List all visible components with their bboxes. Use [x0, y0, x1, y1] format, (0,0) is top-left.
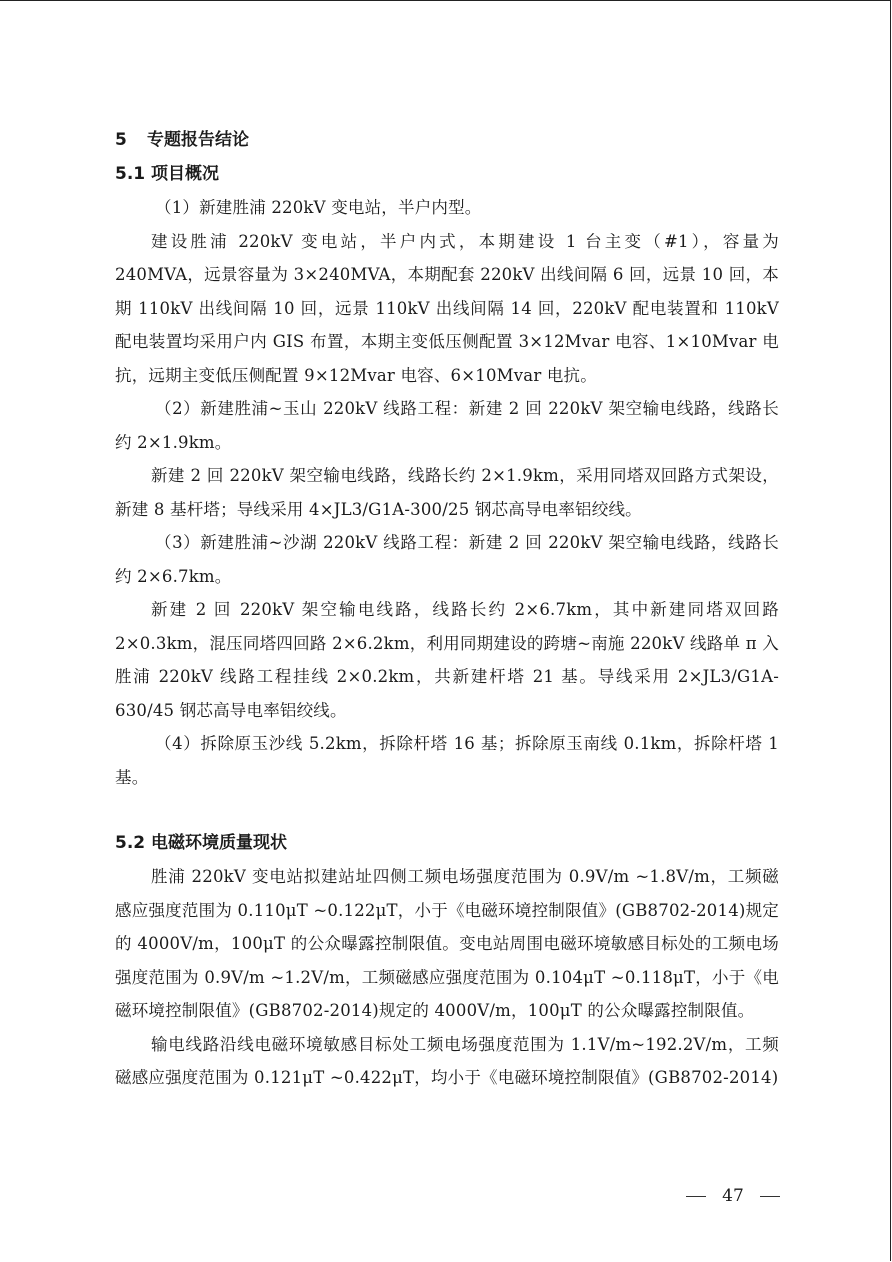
paragraph: 输电线路沿线电磁环境敏感目标处工频电场强度范围为 1.1V/m~192.2V/m，工频磁感应强度范围为 0.121μT ~0.422μT，均小于《电磁环境控制限值》(GB8702-2014) [115, 1034, 779, 1087]
paragraph-item-1: （1）新建胜浦 220kV 变电站，半户内型。 [155, 198, 482, 217]
footer-dash-right [760, 1196, 780, 1197]
paragraph: 胜浦 220kV 变电站拟建站址四侧工频电场强度范围为 0.9V/m ~1.8V/m，工频磁感应强度范围为 0.110μT ~0.122μT，小于《电磁环境控制限值》(GB8702-2014)规定的 4000V/m，100μT 的公众曝露控制限值。变电站周围电磁环境敏感目标处的工频电场强度范围为 0.9V/m ~1.2V/m，工频磁感应强度范围为 0.104μT ~0.118μT，小于《电磁环境控制限值》(GB8702-2014)规定的 4000V/m，100μT 的公众曝露控制限值。 [115, 867, 779, 1020]
paragraph: 新建 2 回 220kV 架空输电线路，线路长约 2×6.7km，其中新建同塔双回路 2×0.3km，混压同塔四回路 2×6.2km，利用同期建设的跨塘~南施 220kV 线路单 π 入胜浦 220kV 线路工程挂线 2×0.2km，共新建杆塔 21 基。导线采用 2×JL3/G1A-630/45 钢芯高导电率铝绞线。 [115, 600, 779, 720]
section-heading [115, 124, 779, 157]
footer-dash-left [686, 1196, 706, 1197]
subsection-heading-5-2: 5.2 电磁环境质量现状 [115, 833, 288, 853]
section-number: 5 [115, 130, 127, 150]
section-title: 专题报告结论 [147, 130, 249, 150]
paragraph-item-2: （2）新建胜浦~玉山 220kV 线路工程：新建 2 回 220kV 架空输电线路，线路长约 2×1.9km。 [115, 399, 779, 452]
page-number: 47 [722, 1186, 744, 1206]
paragraph: 新建 2 回 220kV 架空输电线路，线路长约 2×1.9km，采用同塔双回路方式架设，新建 8 基杆塔；导线采用 4×JL3/G1A-300/25 钢芯高导电率铝绞线。 [115, 466, 779, 519]
page-footer [686, 1186, 780, 1206]
paragraph-item-4: （4）拆除原玉沙线 5.2km，拆除杆塔 16 基；拆除原玉南线 0.1km，拆除杆塔 1 基。 [115, 734, 779, 787]
subsection-heading-5-1: 5.1 项目概况 [115, 164, 220, 184]
document-body [115, 124, 779, 1095]
paragraph-item-3: （3）新建胜浦~沙湖 220kV 线路工程：新建 2 回 220kV 架空输电线路，线路长约 2×6.7km。 [115, 533, 779, 586]
paragraph: 建设胜浦 220kV 变电站，半户内式，本期建设 1 台主变（#1），容量为 240MVA，远景容量为 3×240MVA，本期配套 220kV 出线间隔 6 回，远景 10 回，本期 110kV 出线间隔 10 回，远景 110kV 出线间隔 14 回，220kV 配电装置和 110kV 配电装置均采用户内 GIS 布置，本期主变低压侧配置 3×12Mvar 电容、1×10Mvar 电抗，远期主变低压侧配置 9×12Mvar 电容、6×10Mvar 电抗。 [115, 231, 779, 385]
